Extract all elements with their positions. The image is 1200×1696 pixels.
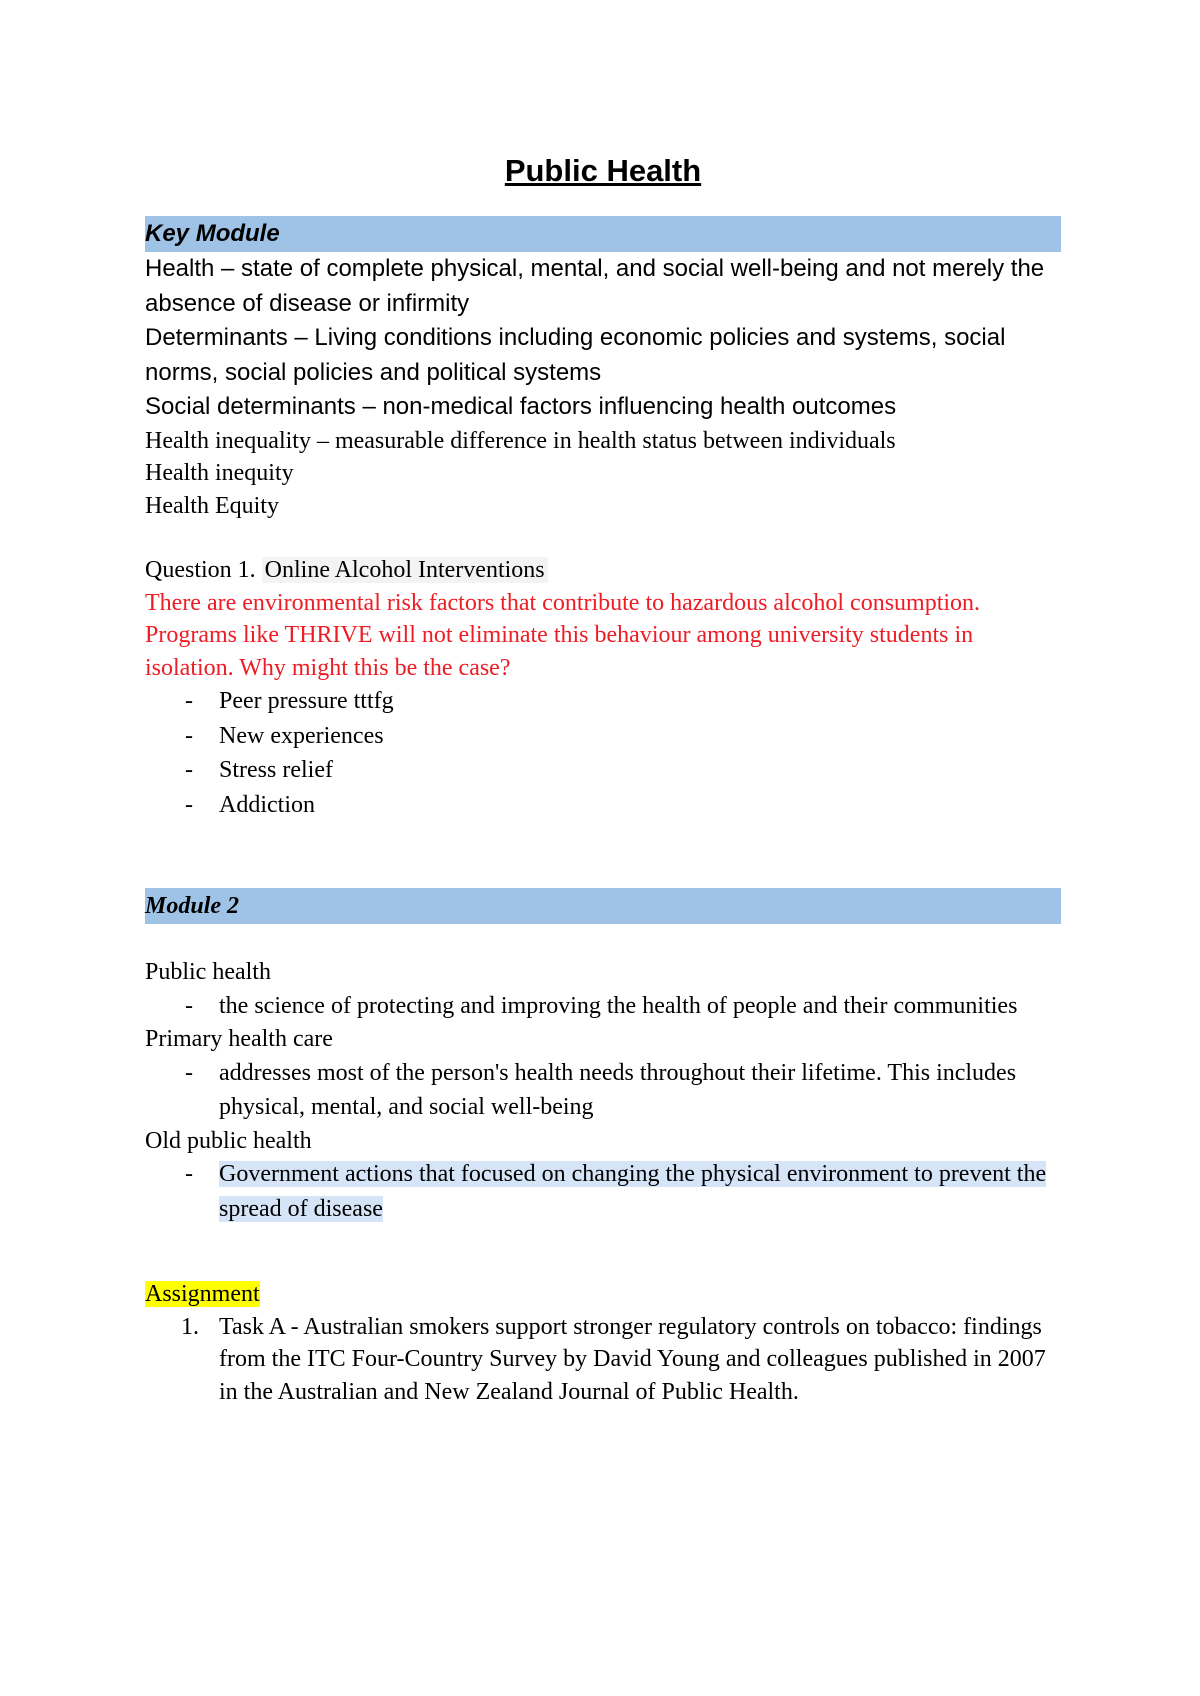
question-prompt: There are environmental risk factors that contribute to hazardous alcohol consumption. Programs like THRIVE will not eliminate this behaviour among university students in isolation. Why might this be the case? (145, 589, 981, 681)
term-health-inequity: Health inequity (145, 460, 294, 486)
key-module-heading: Key Module (145, 216, 1061, 252)
module-2-heading: Module 2 (145, 888, 1061, 924)
primary-health-care-points (145, 1056, 1061, 1125)
list-item: - New experiences (185, 722, 384, 749)
question-topic: Online Alcohol Interventions (262, 557, 548, 583)
point-text: addresses most of the person's health needs throughout their lifetime. This includes physical, mental, and social well-being (219, 1059, 1017, 1120)
answer-text: Addiction (219, 791, 315, 818)
answer-text: Peer pressure tttfg (219, 688, 394, 714)
question-heading (145, 554, 1061, 587)
assignment-heading: Assignment (145, 1281, 260, 1307)
term-primary-health-care: Primary health care (145, 1026, 333, 1052)
definition-social-determinants: Social determinants – non-medical factors influencing health outcomes (145, 393, 897, 420)
public-health-points (145, 989, 1061, 1024)
assignment-list (145, 1311, 1061, 1409)
assignment-heading-line (145, 1278, 1061, 1311)
highlighted-point-text: Government actions that focused on changing the physical environment to prevent the spread of disease (219, 1161, 1047, 1222)
point-text: the science of protecting and improving the health of people and their communities (219, 992, 1018, 1019)
term-public-health: Public health (145, 959, 271, 985)
definition-health: Health – state of complete physical, mental, and social well-being and not merely the absence of disease or infirmity (145, 255, 1045, 317)
answer-text: New experiences (219, 722, 384, 749)
list-item: - Government actions that focused on changing the physical environment to prevent the spread of disease (185, 1161, 1047, 1222)
list-item: - addresses most of the person's health needs throughout their lifetime. This includes physical, mental, and social well-being (185, 1059, 1017, 1120)
answer-text: Stress relief (219, 757, 333, 783)
term-health-equity: Health Equity (145, 492, 279, 519)
list-item: - the science of protecting and improving the health of people and their communities (185, 992, 1018, 1019)
definition-determinants: Determinants – Living conditions including economic policies and systems, social norms, social policies and political systems (145, 324, 1006, 386)
answer-list (145, 684, 1061, 822)
page-title: Public Health (504, 153, 702, 188)
list-item: - Addiction (185, 791, 315, 818)
list-item (145, 1311, 1061, 1409)
question-label: Question 1. (145, 557, 256, 583)
item-number: 1. (181, 1313, 199, 1340)
term-health-inequality: Health inequality – measurable difference in health status between individuals (145, 427, 896, 454)
old-public-health-points (145, 1157, 1061, 1226)
item-text: Task A - Australian smokers support stronger regulatory controls on tobacco: findings from the ITC Four-Country Survey by David Young and colleagues published in 2007 in the Australian and New Zealand Journal of Public Health. (219, 1313, 1046, 1405)
document-page (145, 150, 1061, 1408)
term-old-public-health: Old public health (145, 1127, 312, 1154)
list-item: - Stress relief (185, 757, 333, 783)
list-item: - Peer pressure tttfg (185, 688, 394, 714)
